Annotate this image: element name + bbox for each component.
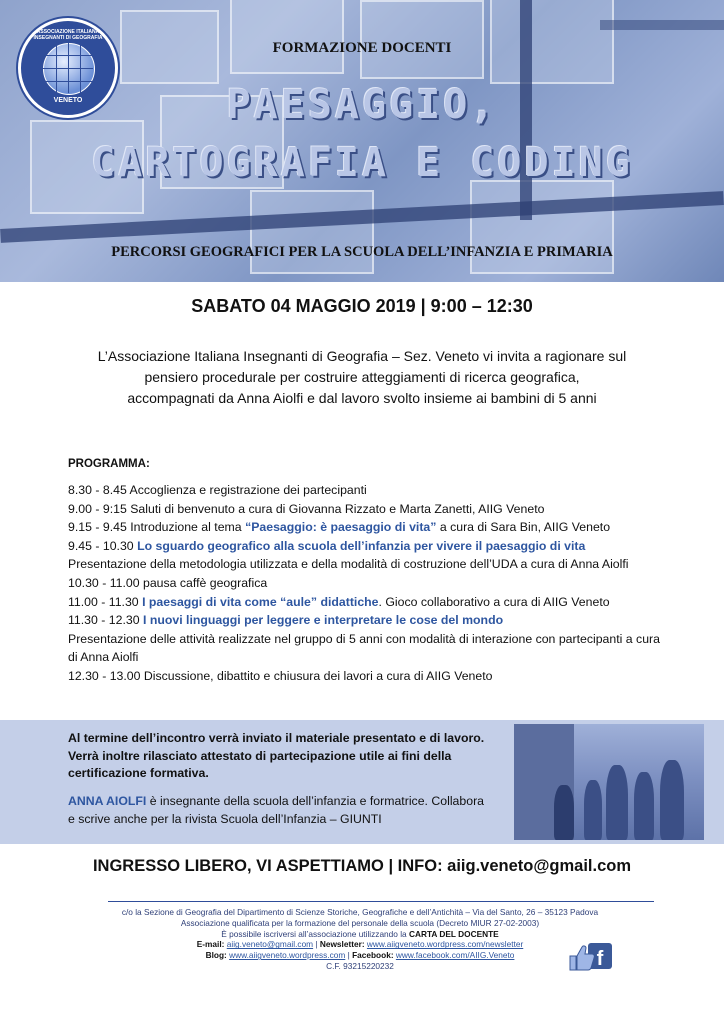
programma-heading: PROGRAMMA: bbox=[68, 458, 150, 470]
footer-address: c/o la Sezione di Geografia del Dipartimento di Scienze Storiche, Geografiche e dell’Antichità – Via del Santo, 26 – 35123 Padova bbox=[121, 907, 599, 917]
children-photo bbox=[514, 724, 704, 840]
footer-contacts: E-mail: aiig.veneto@gmail.com | Newsletter: www.aiigveneto.wordpress.com/newsletter bbox=[196, 939, 524, 950]
facebook-link[interactable]: www.facebook.com/AIIG.Veneto bbox=[395, 950, 515, 961]
info-band bbox=[0, 720, 724, 844]
main-title-line1: PAESAGGIO, bbox=[226, 82, 498, 128]
footer-carta: È possibile iscriversi all’associazione utilizzando la CARTA DEL DOCENTE bbox=[221, 928, 499, 939]
footer-social: Blog: www.aiigveneto.wordpress.com | Facebook: www.facebook.com/AIIG.Veneto bbox=[205, 950, 515, 961]
facebook-thumbs-icon[interactable] bbox=[568, 940, 614, 974]
programma-item: 9.45 - 10.30 Lo sguardo geografico alla scuola dell’infanzia per vivere il paesaggio di vita bbox=[68, 538, 586, 553]
main-title-line2: CARTOGRAFIA E CODING bbox=[91, 140, 633, 186]
programma-item: Presentazione delle attività realizzate nel gruppo di 5 anni con modalità di interazione con partecipanti a cura di Anna Aiolfi bbox=[68, 631, 660, 665]
programma-item: 9.15 - 9.45 Introduzione al tema “Paesaggio: è paesaggio di vita” a cura di Sara Bin, AIIG Veneto bbox=[68, 520, 611, 535]
floor-tile bbox=[230, 0, 344, 74]
speaker-name: ANNA AIOLFI bbox=[68, 794, 147, 808]
footer bbox=[90, 907, 630, 972]
svg-text:f: f bbox=[596, 948, 604, 970]
programma-item: 8.30 - 8.45 Accoglienza e registrazione dei partecipanti bbox=[68, 483, 367, 497]
logo-text-top: ASSOCIAZIONE ITALIANA INSEGNANTI DI GEOGRAFIA bbox=[33, 29, 103, 41]
intro-line: accompagnati da Anna Aiolfi e dal lavoro svolto insieme ai bambini di 5 anni bbox=[127, 390, 597, 406]
programma-item: Presentazione della metodologia utilizzata e della modalità di costruzione dell’UDA a cura di Anna Aiolfi bbox=[68, 557, 629, 572]
footer-tax-code: C.F. 93215220232 bbox=[326, 960, 394, 971]
newsletter-link[interactable]: www.aiigveneto.wordpress.com/newsletter bbox=[366, 939, 524, 950]
programma-list bbox=[68, 481, 668, 686]
footer-divider bbox=[108, 901, 654, 902]
intro-line: pensiero procedurale per costruire atteggiamenti di ricerca geografica, bbox=[144, 369, 580, 385]
footer-qualification: Associazione qualificata per la formazione del personale della scuola (Decreto MIUR 27-02-2003) bbox=[180, 917, 540, 928]
blog-link[interactable]: www.aiigveneto.wordpress.com bbox=[229, 950, 346, 961]
speaker-bio: ANNA AIOLFI è insegnante della scuola dell’infanzia e formatrice. Collabora e scrive anche per la rivista Scuola dell’Infanzia – GIUNTI bbox=[68, 794, 485, 826]
event-date-time: SABATO 04 MAGGIO 2019 | 9:00 – 12:30 bbox=[191, 296, 533, 316]
floor-tile bbox=[250, 190, 374, 274]
subtitle: PERCORSI GEOGRAFICI PER LA SCUOLA DELL’INFANZIA E PRIMARIA bbox=[111, 244, 613, 260]
logo-text-bottom: VENETO bbox=[53, 97, 83, 104]
free-entry-cta: INGRESSO LIBERO, VI ASPETTIAMO | INFO: aiig.veneto@gmail.com bbox=[92, 857, 632, 875]
intro-line: L’Associazione Italiana Insegnanti di Geografia – Sez. Veneto vi invita a ragionare sul bbox=[97, 348, 627, 364]
programma-item: 11.30 - 12.30 I nuovi linguaggi per leggere e interpretare le cose del mondo bbox=[68, 613, 504, 628]
eyebrow-title: FORMAZIONE DOCENTI bbox=[272, 40, 452, 56]
programma-item: 12.30 - 13.00 Discussione, dibattito e chiusura dei lavori a cura di AIIG Veneto bbox=[68, 668, 493, 683]
certificate-notice: Al termine dell’incontro verrà inviato il materiale presentato e di lavoro. Verrà inoltre rilasciato attestato di partecipazione utile ai fini della certificazione formativa. bbox=[68, 731, 485, 780]
email-link[interactable]: aiig.veneto@gmail.com bbox=[226, 939, 314, 950]
intro-text bbox=[40, 346, 684, 409]
programma-item: 11.00 - 11.30 I paesaggi di vita come “aule” didattiche. Gioco collaborativo a cura di AIIG Veneto bbox=[68, 594, 610, 609]
programma-item: 10.30 - 11.00 pausa caffè geografica bbox=[68, 575, 268, 590]
hero-banner bbox=[0, 0, 724, 282]
programma-item: 9.00 - 9:15 Saluti di benvenuto a cura di Giovanna Rizzato e Marta Zanetti, AIIG Veneto bbox=[68, 501, 545, 516]
floor-path bbox=[600, 20, 724, 30]
